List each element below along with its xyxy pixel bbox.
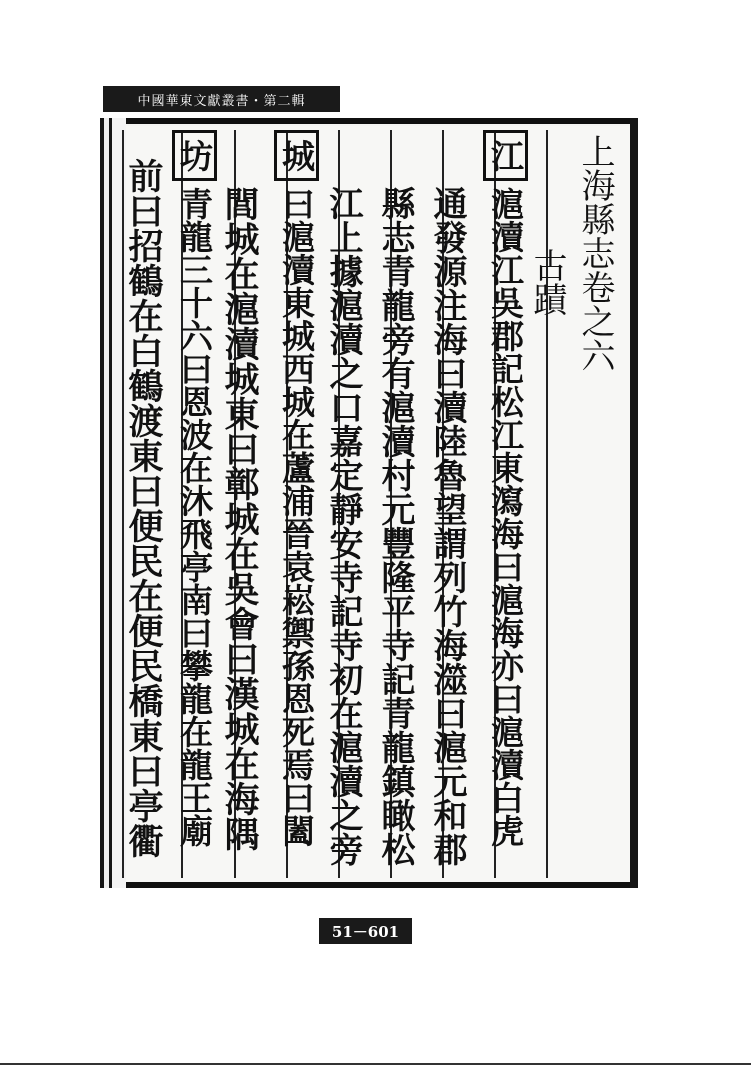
column-tag-cheng: 城 bbox=[274, 130, 319, 181]
text-column-6: 閭城在滬瀆城東曰鄣城在吳會曰漢城在海隅 bbox=[219, 186, 260, 851]
volume-title: 上海縣志卷之六 bbox=[575, 134, 615, 372]
scanned-page bbox=[100, 118, 638, 888]
column-rule bbox=[546, 130, 548, 878]
text-column-8: 前曰招鶴在白鶴渡東曰便民在便民橋東曰亭衢 bbox=[123, 158, 164, 858]
series-title-banner bbox=[103, 86, 340, 112]
text-column-5: 城曰滬瀆東城西城在蘆浦晉袁崧禦孫恩死焉曰闔 bbox=[274, 130, 319, 847]
column-tag-fang: 坊 bbox=[172, 130, 217, 181]
scan-edge-right bbox=[630, 118, 638, 888]
text-column-3: 縣志青龍旁有滬瀆村元豐隆平寺記青龍鎮瞰松 bbox=[375, 186, 415, 866]
text-column-2: 通發源注海曰瀆陸魯望謂列竹海澨曰滬元和郡 bbox=[427, 186, 467, 866]
text-column-7: 坊青龍三十六曰恩波在沐飛亭南曰攀龍在龍王廟 bbox=[172, 130, 217, 847]
section-heading: 古蹟 bbox=[527, 248, 567, 316]
text-column-1: 江滬瀆江吳郡記松江東瀉海曰滬海亦曰滬瀆白虎 bbox=[483, 130, 528, 847]
page-number: 51－601 bbox=[319, 918, 412, 944]
column-tag-jiang: 江 bbox=[483, 130, 528, 181]
footer-rule bbox=[0, 1063, 751, 1065]
text-column-4: 江上據滬瀆之口嘉定靜安寺記寺初在滬瀆之旁 bbox=[323, 186, 363, 866]
series-title: 中國華東文獻叢書・第二輯 bbox=[137, 93, 306, 109]
